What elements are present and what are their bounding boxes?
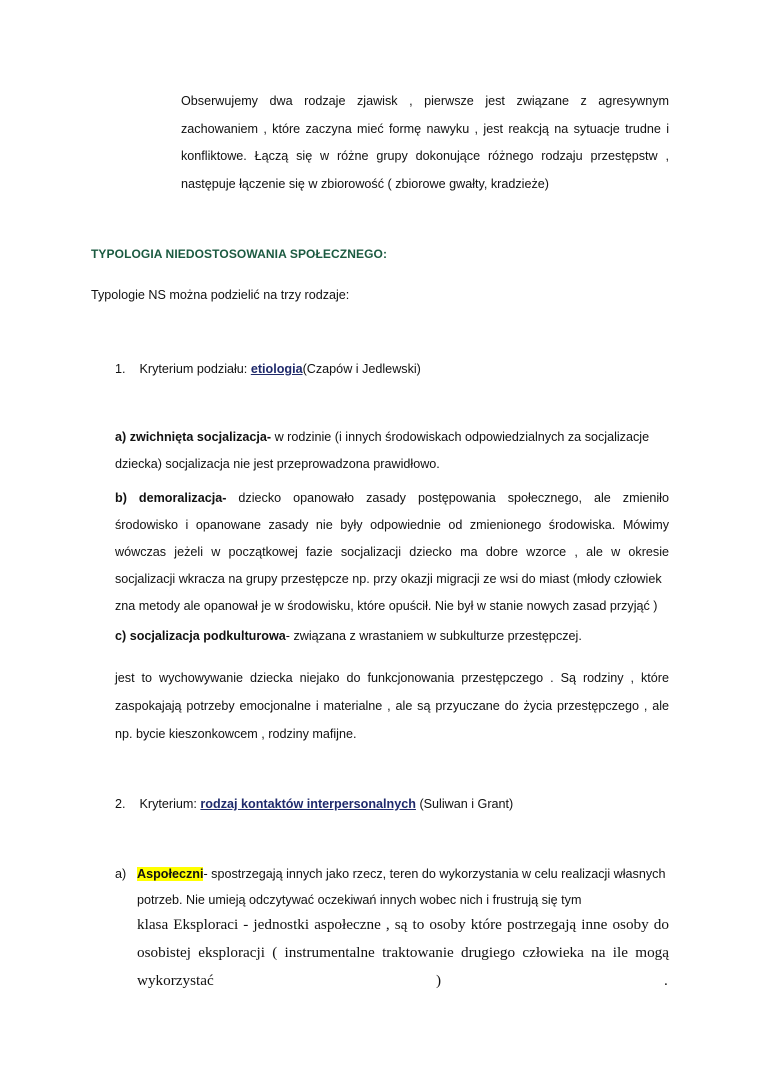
etiologia-link[interactable]: etiologia — [250, 362, 303, 376]
criterion-2 — [115, 797, 513, 811]
item-line: potrzeb. Nie umieją odczytywać oczekiwań innych wobec nich i frustrują się tym — [137, 893, 582, 907]
item-socjalizacja-podkulturowa — [115, 629, 582, 643]
item-line: zna metody ale opanował je w środowisku, które opuścił. Nie był w stanie nowych zasad przyjąć ) — [115, 599, 658, 613]
intro-paragraph — [181, 88, 669, 198]
item-line — [115, 861, 665, 887]
item-line — [115, 485, 669, 512]
criterion-authors: (Czapów i Jedlewski) — [302, 362, 421, 376]
paragraph-word: wykorzystać — [137, 972, 214, 989]
paragraph-line: zaspokajają potrzeby emocjonalne i materialne , ale są przyuczane do życia przestępczego , ale — [115, 699, 669, 713]
item-aspoleczni — [115, 861, 665, 913]
item-label: a) — [115, 867, 127, 881]
criterion-1 — [115, 362, 421, 376]
intro-line: następuje łączenie się w zbiorowość ( zbiorowe gwałty, kradzieże) — [181, 176, 549, 191]
item-zwichnieta-socjalizacja — [115, 424, 649, 478]
item-demoralizacja — [115, 485, 669, 620]
criterion-authors: (Suliwan i Grant) — [415, 797, 514, 811]
eksploraci-paragraph — [137, 911, 669, 995]
criterion-label: Kryterium: — [139, 797, 201, 811]
list-number: 2. — [115, 797, 126, 811]
item-line: socjalizacji wkracza na grupy przestępcze np. przy okazji migracji ze wsi do miast (młody człowiek — [115, 572, 662, 586]
item-term: a) zwichnięta socjalizacja- — [115, 430, 272, 444]
podkultura-paragraph — [115, 664, 669, 748]
trailing-dot: . — [664, 972, 668, 989]
kontakty-link[interactable]: rodzaj kontaktów interpersonalnych — [200, 797, 416, 811]
paragraph-line: osobistej eksploracji ( instrumentalne traktowanie drugiego człowieka na ile mogą — [137, 944, 669, 961]
item-text: w rodzinie (i innych środowiskach odpowiedzialnych za socjalizacje — [271, 430, 650, 444]
list-number: 1. — [115, 362, 126, 376]
highlighted-term: Aspołeczni — [137, 867, 204, 881]
paragraph-line: klasa Eksploraci - jednostki aspołeczne , są to osoby które postrzegają inne osoby do — [137, 916, 669, 933]
item-text: - spostrzegają innych jako rzecz, teren do wykorzystania w celu realizacji własnych — [203, 867, 666, 881]
item-line: środowisko i opanowane zasady nie były odpowiednie od zmienionego środowiska. Mówimy — [115, 518, 669, 532]
criterion-label: Kryterium podziału: — [139, 362, 251, 376]
intro-line: Obserwujemy dwa rodzaje zjawisk , pierwsze jest związane z agresywnym — [181, 94, 669, 108]
item-text: dziecko opanowało zasady postępowania społecznego, ale zmieniło — [226, 491, 669, 505]
paragraph-line: jest to wychowywanie dziecka niejako do funkcjonowania przestępczego . Są rodziny , które — [115, 671, 669, 685]
item-line: dziecka) socjalizacja nie jest przeprowadzona prawidłowo. — [115, 457, 440, 471]
paragraph-line — [137, 967, 669, 995]
section-heading: TYPOLOGIA NIEDOSTOSOWANIA SPOŁECZNEGO: — [91, 247, 388, 261]
item-line — [115, 424, 649, 451]
intro-line: zachowaniem , które zaczyna mieć formę nawyku , jest reakcją na sytuacje trudne i — [181, 121, 669, 136]
paragraph-line: np. bycie kieszonkowcem , rodziny mafijne. — [115, 727, 357, 741]
intro-line: konfliktowe. Łączą się w różne grupy dokonujące różnego rodzaju przestępstw , — [181, 149, 669, 163]
closing-paren: ) — [436, 972, 442, 989]
item-term: c) socjalizacja podkulturowa — [115, 629, 286, 643]
item-line: wówczas jeżeli w początkowej fazie socjalizacji dziecko ma dobre wzorce , ale w okresie — [115, 545, 669, 559]
item-text: - związana z wrastaniem w subkulturze przestępczej. — [285, 629, 582, 643]
item-term: b) demoralizacja- — [115, 491, 227, 505]
typology-intro: Typologie NS można podzielić na trzy rodzaje: — [91, 288, 350, 302]
